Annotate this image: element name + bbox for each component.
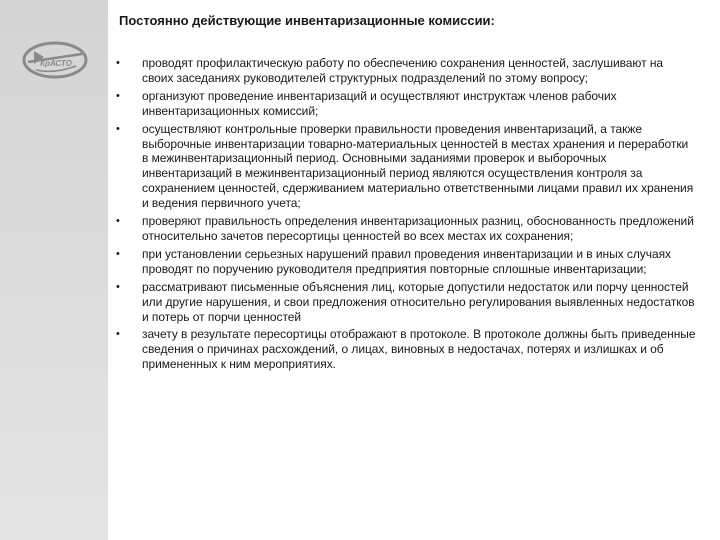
bullet-marker: •: [116, 57, 120, 69]
company-logo-icon: [22, 40, 88, 80]
bullet-item: [114, 122, 696, 211]
bullet-text: осуществляют контрольные проверки правильности проведения инвентаризаций, а также выборочные инвентаризации товарно-материальных ценностей в местах хранения и переработки в межинвентаризационный период. Основными заданиями проверок и выборочных инвентаризаций в межинвентаризационный период являются осуществления контроля за сохранением ценностей, сдерживанием материально ответственными лицами правил их хранения и ведения первичного учета;: [142, 121, 694, 211]
bullet-marker: •: [116, 215, 120, 228]
bullet-text: проверяют правильность определения инвентаризационных разниц, обоснованность предложений относительно зачетов пересортицы ценностей во всех местах их сохранения;: [142, 214, 694, 243]
bullet-item: [114, 247, 696, 277]
bullet-item: [114, 89, 696, 119]
bullet-marker: •: [116, 89, 120, 102]
bullet-text: зачету в результате пересортицы отображают в протоколе. В протоколе должны быть приведенные сведения о причинах расхождений, о лицах, виновных в недостачах, потерях и излишках и об примененных к ним мероприятиях.: [142, 327, 696, 372]
bullet-text: рассматривают письменные объяснения лиц, которые допустили недостаток или порчу ценностей или другие нарушения, и свои предложения относительно регулирования выявленных недостатков и потерь от порчи ценностей: [142, 279, 695, 324]
bullet-marker: •: [116, 247, 120, 260]
bullet-list: [114, 56, 696, 375]
svg-text:КрАСТО: КрАСТО: [40, 59, 72, 68]
bullet-item: [114, 327, 696, 372]
bullet-item: [114, 214, 696, 244]
bullet-item: [114, 280, 696, 325]
bullet-text: организуют проведение инвентаризаций и осуществляют инструктаж членов рабочих инвентаризационных комиссий;: [142, 88, 617, 118]
bullet-text: проводят профилактическую работу по обеспечению сохранения ценностей, заслушивают на своих заседаниях руководителей структурных подразделений по этому вопросу;: [142, 56, 664, 85]
slide-title: Постоянно действующие инвентаризационные комиссии:: [119, 13, 495, 28]
bullet-marker: •: [116, 328, 120, 341]
bullet-marker: •: [116, 122, 120, 135]
bullet-marker: •: [116, 280, 120, 293]
bullet-text: при установлении серьезных нарушений правил проведения инвентаризации и в иных случаях проводят по поручению руководителя предприятия повторные сплошные инвентаризации;: [142, 246, 671, 276]
bullet-item: [114, 56, 696, 86]
left-sidebar: [0, 0, 108, 540]
